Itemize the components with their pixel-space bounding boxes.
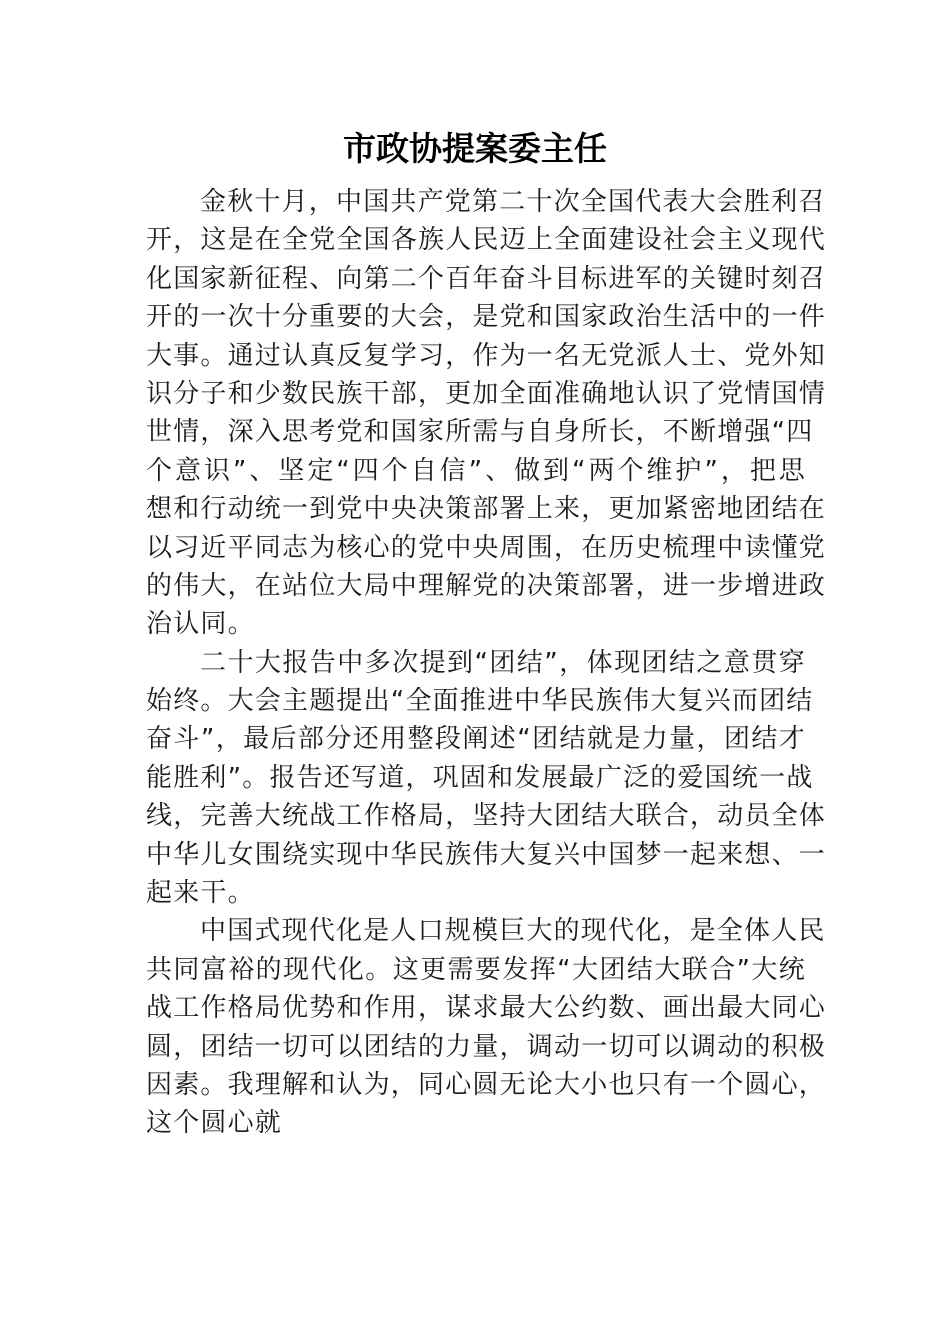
text-line: 线，完善大统战工作格局，坚持大团结大联合，动员全体 xyxy=(146,801,827,832)
text-line: 以习近平同志为核心的党中央周围，在历史梳理中读懂党 xyxy=(146,532,827,563)
document-title: 市政协提案委主任 xyxy=(343,129,607,168)
document-body xyxy=(146,183,827,1143)
text-line: 这个圆心就 xyxy=(146,1108,283,1139)
text-line: 始终。大会主题提出“全面推进中华民族伟大复兴而团结 xyxy=(146,686,814,717)
paragraph-3 xyxy=(146,912,827,1142)
text-line: 金秋十月，中国共产党第二十次全国代表大会胜利召 xyxy=(200,187,826,217)
text-line: 治认同。 xyxy=(146,609,255,640)
text-line: 世情，深入思考党和国家所需与自身所长，不断增强“四 xyxy=(146,417,814,448)
text-line: 奋斗”，最后部分还用整段阐述“团结就是力量，团结才 xyxy=(146,724,806,755)
text-line: 识分子和少数民族干部，更加全面准确地认识了党情国情 xyxy=(146,378,827,409)
text-line: 因素。我理解和认为，同心圆无论大小也只有一个圆心， xyxy=(146,1069,827,1100)
text-line: 中国式现代化是人口规模巨大的现代化，是全体人民 xyxy=(200,916,826,947)
text-line: 个意识”、坚定“四个自信”、做到“两个维护”，把思 xyxy=(146,455,806,486)
text-line: 化国家新征程、向第二个百年奋斗目标进军的关键时刻召 xyxy=(146,263,827,294)
text-line: 起来干。 xyxy=(146,878,255,909)
text-line: 的伟大，在站位大局中理解党的决策部署，进一步增进政 xyxy=(146,570,827,601)
text-line: 大事。通过认真反复学习，作为一名无党派人士、党外知 xyxy=(146,340,827,371)
text-line: 共同富裕的现代化。这更需要发挥“大团结大联合”大统 xyxy=(146,954,806,985)
text-line: 开的一次十分重要的大会，是党和国家政治生活中的一件 xyxy=(146,302,827,333)
text-line: 开，这是在全党全国各族人民迈上全面建设社会主义现代 xyxy=(146,225,827,256)
paragraph-1 xyxy=(146,183,827,644)
text-line: 战工作格局优势和作用，谋求最大公约数、画出最大同心 xyxy=(146,993,827,1024)
text-line: 圆，团结一切可以团结的力量，调动一切可以调动的积极 xyxy=(146,1031,827,1062)
text-line: 二十大报告中多次提到“团结”，体现团结之意贯穿 xyxy=(200,647,806,678)
paragraph-2 xyxy=(146,644,827,913)
text-line: 想和行动统一到党中央决策部署上来，更加紧密地团结在 xyxy=(146,494,827,525)
text-line: 中华儿女围绕实现中华民族伟大复兴中国梦一起来想、一 xyxy=(146,839,827,870)
text-line: 能胜利”。报告还写道，巩固和发展最广泛的爱国统一战 xyxy=(146,762,814,793)
